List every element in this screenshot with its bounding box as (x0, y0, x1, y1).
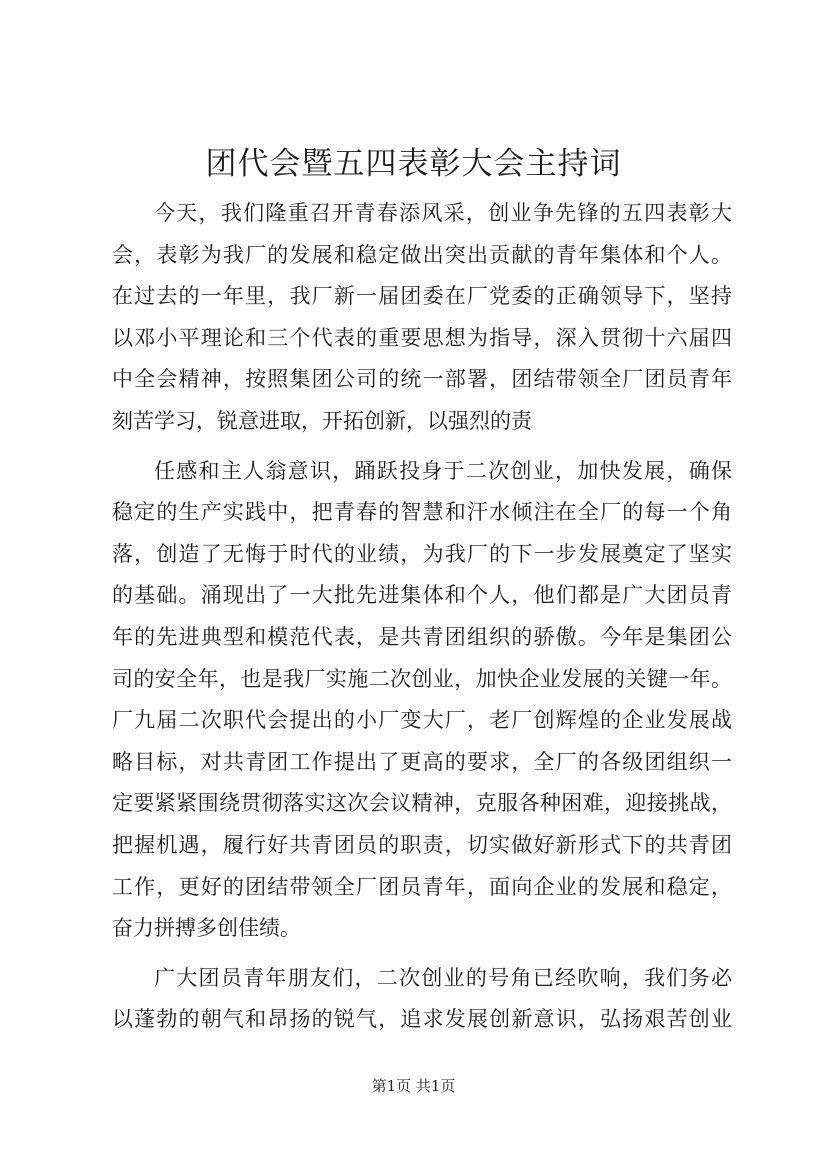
paragraph-2-line-4: 的基础。涌现出了一大批先进集体和个人，他们都是广大团员青 (112, 583, 732, 608)
paragraph-2-line-11: 工作，更好的团结带领全厂团员青年，面向企业的发展和稳定， (112, 874, 732, 899)
paragraph-3-line-2: 以蓬勃的朝气和昂扬的锐气，追求发展创新意识，弘扬艰苦创业 (112, 1007, 732, 1032)
paragraph-2-line-3: 落，创造了无悔于时代的业绩，为我厂的下一步发展奠定了坚实 (112, 541, 732, 566)
paragraph-2-line-2: 稳定的生产实践中，把青春的智慧和汗水倾注在全厂的每一个角 (112, 500, 732, 525)
paragraph-gap (112, 443, 732, 451)
page-footer: 第1页 共1页 (371, 1077, 456, 1095)
paragraph-2-line-8: 略目标，对共青团工作提出了更高的要求，全厂的各级团组织一 (112, 749, 732, 774)
paragraph-1-line-2: 会，表彰为我厂的发展和稳定做出突出贡献的青年集体和个人。 (112, 242, 732, 267)
paragraph-1-line-6: 刻苦学习，锐意进取，开拓创新，以强烈的责 (112, 408, 532, 433)
paragraph-2-line-10: 把握机遇，履行好共青团员的职责，切实做好新形式下的共青团 (112, 832, 732, 857)
paragraph-3-line-1: 广大团员青年朋友们，二次创业的号角已经吹响，我们务必 (154, 965, 732, 990)
paragraph-1-line-5: 中全会精神，按照集团公司的统一部署，团结带领全厂团员青年 (112, 367, 732, 392)
paragraph-1-line-3: 在过去的一年里，我厂新一届团委在厂党委的正确领导下，坚持 (112, 284, 732, 309)
paragraph-2-line-12: 奋力拼搏多创佳绩。 (112, 916, 301, 941)
document-body (112, 193, 732, 1041)
paragraph-1-line-1: 今天，我们隆重召开青春添风采，创业争先锋的五四表彰大 (154, 201, 732, 225)
paragraph-2-line-9: 定要紧紧围绕贯彻落实这次会议精神，克服各种困难，迎接挑战， (112, 791, 732, 816)
paragraph-1-line-4: 以邓小平理论和三个代表的重要思想为指导，深入贯彻十六届四 (112, 325, 732, 350)
paragraph-2-line-5: 年的先进典型和模范代表，是共青团组织的骄傲。今年是集团公 (112, 624, 732, 649)
paragraph-gap (112, 950, 732, 958)
paragraph-2-line-6: 司的安全年，也是我厂实施二次创业，加快企业发展的关键一年。 (112, 666, 732, 691)
document-title: 团代会暨五四表彰大会主持词 (205, 146, 622, 182)
paragraph-2-line-1: 任感和主人翁意识，踊跃投身于二次创业，加快发展，确保 (154, 458, 732, 483)
paragraph-2-line-7: 厂九届二次职代会提出的小厂变大厂，老厂创辉煌的企业发展战 (112, 708, 732, 733)
